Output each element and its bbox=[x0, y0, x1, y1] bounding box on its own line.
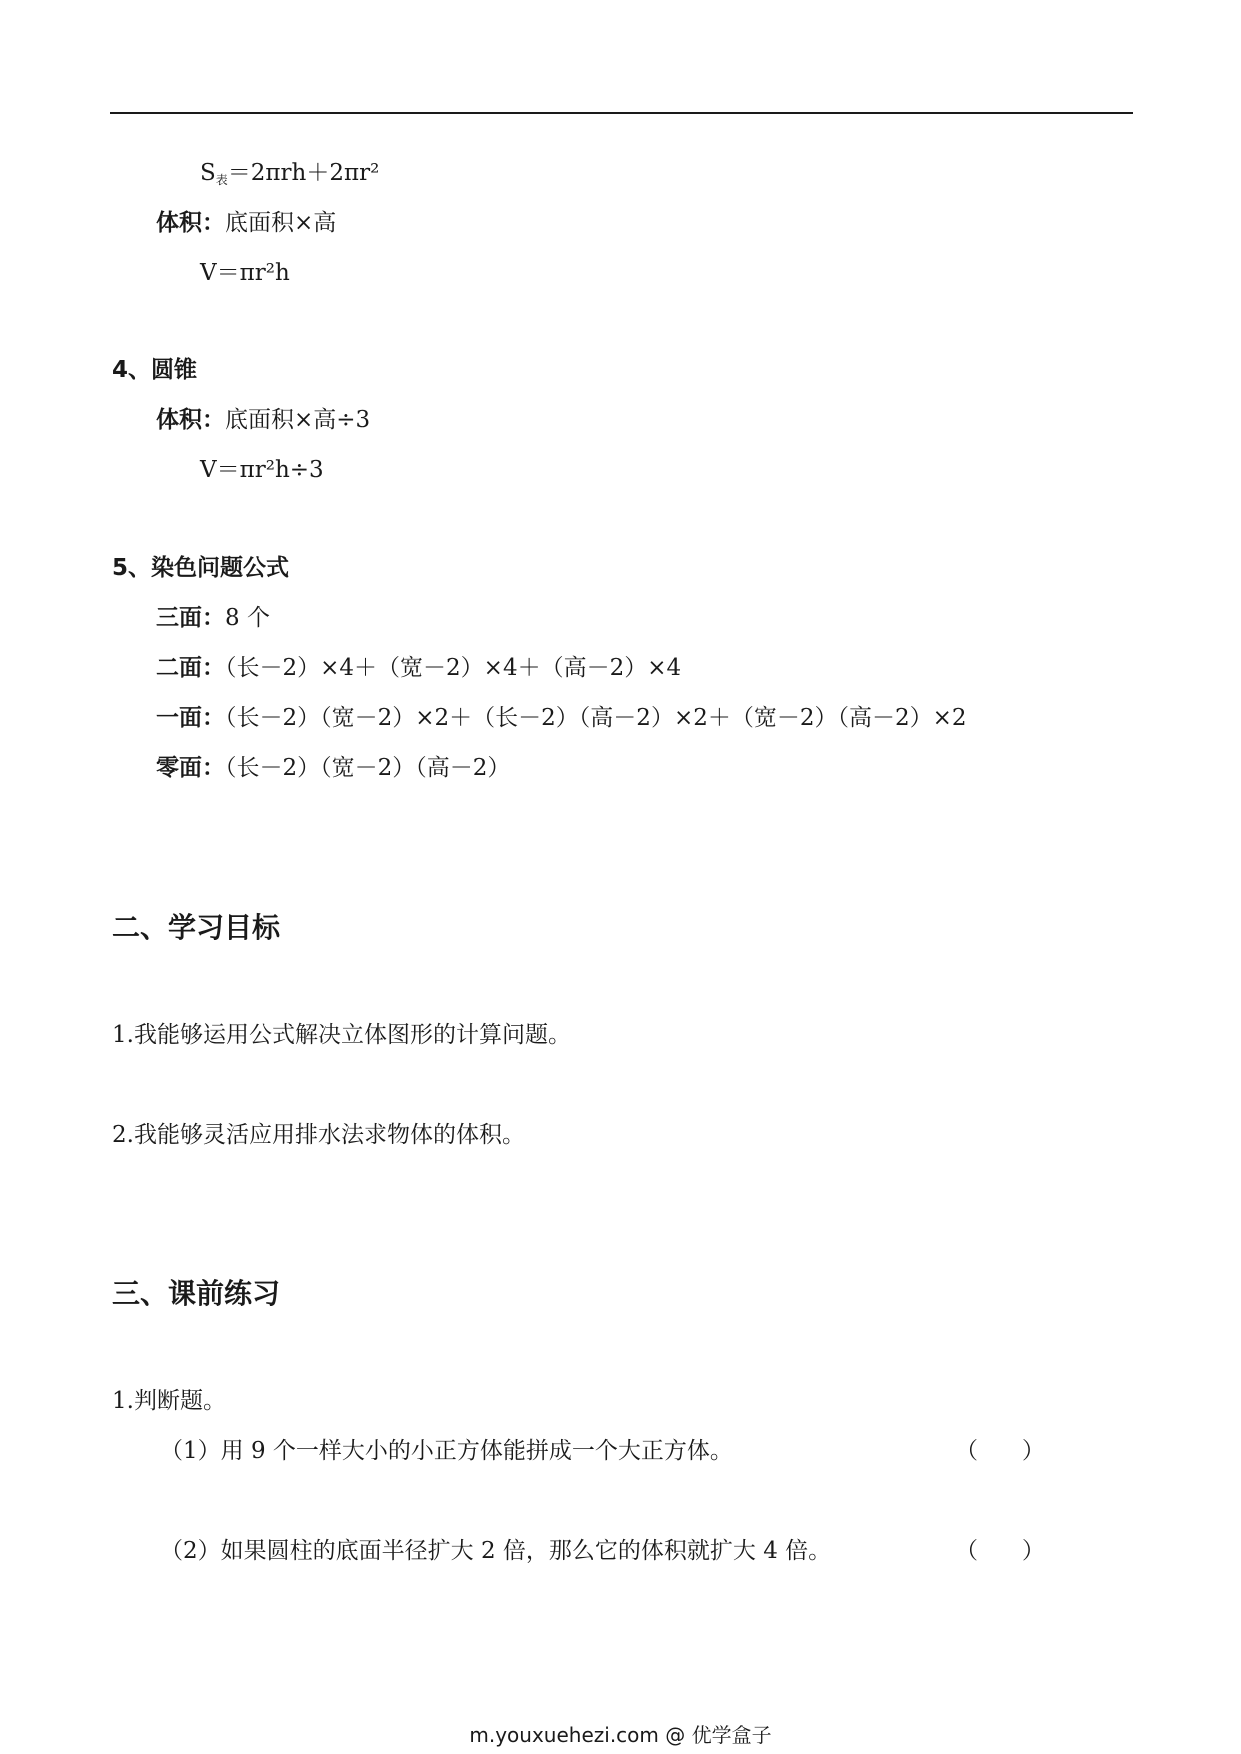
coloring-text: （长－2）×4＋（宽－2）×4＋（高－2）×4 bbox=[225, 655, 682, 681]
goal-item: 1.我能够运用公式解决立体图形的计算问题。 bbox=[112, 1022, 571, 1048]
cone-heading: 4、圆锥 bbox=[112, 357, 198, 383]
question-item: （1）用 9 个一样大小的小正方体能拼成一个大正方体。 bbox=[160, 1438, 733, 1464]
coloring-row-zero bbox=[156, 753, 510, 783]
coloring-text: （长－2）（宽－2）×2＋（长－2）（高－2）×2＋（宽－2）（高－2）×2 bbox=[225, 705, 967, 731]
coloring-text: （长－2）（宽－2）（高－2） bbox=[225, 755, 511, 781]
answer-blank[interactable]: （ ） bbox=[955, 1438, 1045, 1464]
practice-heading: 三、课前练习 bbox=[112, 1277, 281, 1310]
coloring-text: 8 个 bbox=[225, 605, 270, 631]
coloring-row-one bbox=[156, 703, 967, 733]
cylinder-volume-text: 底面积×高 bbox=[225, 210, 337, 236]
goal-item: 2.我能够灵活应用排水法求物体的体积。 bbox=[112, 1122, 525, 1148]
surface-s: S bbox=[200, 160, 216, 186]
question-item: （2）如果圆柱的底面半径扩大 2 倍，那么它的体积就扩大 4 倍。 bbox=[160, 1538, 832, 1564]
cone-volume-formula: V＝πr²h÷3 bbox=[200, 457, 324, 483]
cylinder-volume-line bbox=[156, 208, 336, 238]
cylinder-volume-label: 体积： bbox=[156, 210, 225, 236]
goals-heading: 二、学习目标 bbox=[112, 911, 281, 944]
question-title: 1.判断题。 bbox=[112, 1388, 226, 1414]
answer-blank[interactable]: （ ） bbox=[955, 1538, 1045, 1564]
coloring-label: 三面： bbox=[156, 605, 225, 631]
footer-watermark: m.youxuehezi.com @ 优学盒子 bbox=[469, 1723, 772, 1747]
surface-rest: ＝2πrh＋2πr² bbox=[227, 160, 380, 186]
coloring-label: 一面： bbox=[156, 705, 225, 731]
cone-volume-text: 底面积×高÷3 bbox=[225, 407, 371, 433]
cylinder-volume-formula: V＝πr²h bbox=[200, 260, 290, 286]
coloring-row-two bbox=[156, 653, 681, 683]
surface-sub: 表 bbox=[215, 173, 228, 187]
cylinder-surface-formula bbox=[200, 158, 379, 195]
coloring-row-three bbox=[156, 603, 270, 633]
cone-volume-label: 体积： bbox=[156, 407, 225, 433]
cone-volume-line bbox=[156, 405, 370, 435]
coloring-label: 零面： bbox=[156, 755, 225, 781]
header-rule bbox=[110, 112, 1133, 114]
coloring-heading: 5、染色问题公式 bbox=[112, 555, 290, 581]
coloring-label: 二面： bbox=[156, 655, 225, 681]
